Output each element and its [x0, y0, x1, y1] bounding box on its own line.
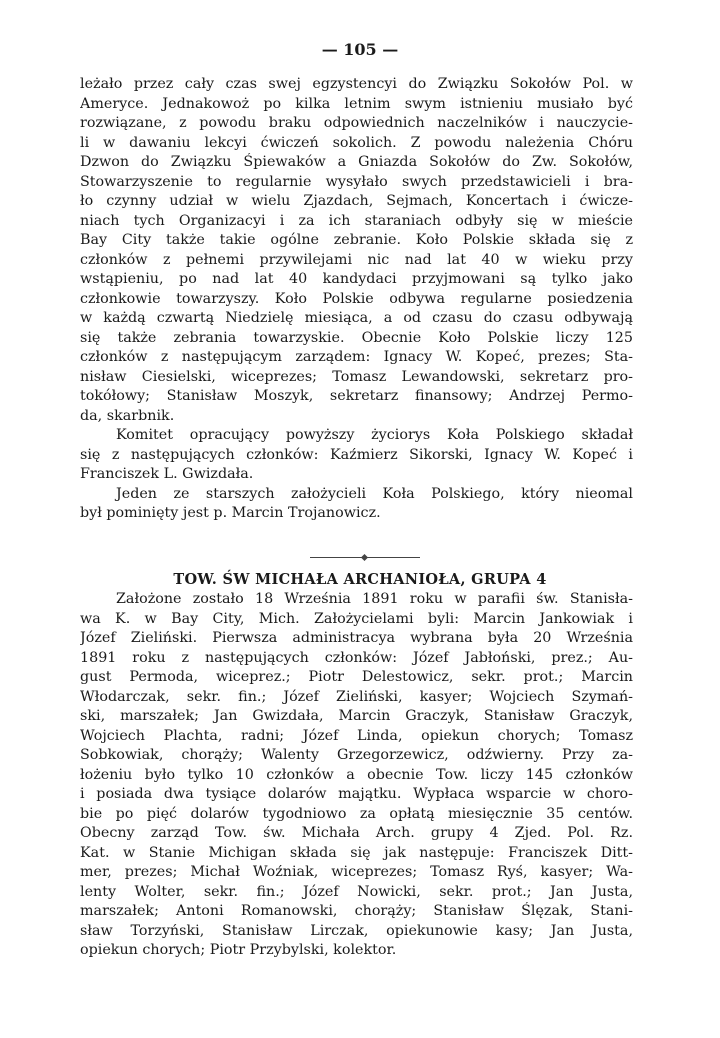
text-line: w każdą czwartą Niedzielę miesiąca, a od czasu do czasu odbywają — [80, 310, 633, 326]
text-line: Bay City także takie ogólne zebranie. Koło Polskie składa się z — [80, 232, 633, 248]
text-line: członków z następującym zarządem: Ignacy W. Kopeć, prezes; Sta- — [80, 349, 633, 365]
text-line: tokółowy; Stanisław Moszyk, sekretarz finansowy; Andrzej Permo- — [80, 388, 633, 404]
text-line: li w dawaniu lekcyi ćwiczeń sokolich. Z powodu należenia Chóru — [80, 134, 633, 151]
text-line: wa K. w Bay City, Mich. Założycielami byli: Marcin Jankowiak i — [80, 610, 633, 627]
text-line: Dzwon do Związku Śpiewaków a Gniazda Sokołów do Zw. Sokołów, — [80, 154, 633, 170]
text-line: Ameryce. Jednakowoż po kilka letnim swym istnieniu musiało być — [80, 95, 633, 112]
text-line: Komitet opracujący powyższy życiorys Koła Polskiego składał — [116, 427, 633, 443]
page-number: — 105 — — [321, 40, 399, 59]
text-line: Jeden ze starszych założycieli Koła Polskiego, który nieomal — [116, 485, 633, 502]
text-line: i posiada dwa tysiące dolarów majątku. Wypłaca wsparcie w choro- — [80, 786, 633, 802]
text-line: 1891 roku z następujących członków: Józef Jabłoński, prez.; Au- — [80, 649, 633, 666]
section-divider-ornament — [310, 557, 420, 558]
text-line: ski, marszałek; Jan Gwizdała, Marcin Graczyk, Stanisław Graczyk, — [80, 708, 633, 724]
text-line: ło czynny udział w wielu Zjazdach, Sejmach, Koncertach i ćwicze- — [80, 193, 633, 209]
text-line: się także zebrania towarzyskie. Obecnie Koło Polskie liczy 125 — [80, 329, 633, 346]
text-line: gust Permoda, wiceprez.; Piotr Delestowicz, sekr. prot.; Marcin — [80, 669, 633, 685]
text-line: Obecny zarząd Tow. św. Michała Arch. grupy 4 Zjed. Pol. Rz. — [80, 825, 633, 841]
text-line: Stowarzyszenie to regularnie wysyłało swych przedstawicieli i bra- — [80, 173, 633, 190]
text-line: Wojciech Plachta, radni; Józef Linda, opiekun chorych; Tomasz — [80, 727, 633, 744]
text-line: członkowie towarzyszy. Koło Polskie odbywa regularne posiedzenia — [80, 290, 633, 307]
text-line: Franciszek L. Gwizdała. — [80, 466, 254, 482]
text-line: leżało przez cały czas swej egzystencyi do Związku Sokołów Pol. w — [80, 76, 633, 92]
text-line: Założone zostało 18 Września 1891 roku w parafii św. Stanisła- — [116, 591, 633, 607]
text-line: Włodarczak, sekr. fin.; Józef Zieliński, kasyer; Wojciech Szymań- — [80, 688, 633, 705]
text-line: nisław Ciesielski, wiceprezes; Tomasz Lewandowski, sekretarz pro- — [80, 368, 633, 385]
text-line: Kat. w Stanie Michigan składa się jak następuje: Franciszek Ditt- — [80, 844, 633, 861]
text-line: Sobkowiak, chorąży; Walenty Grzegorzewicz, odźwierny. Przy za- — [80, 747, 633, 763]
text-line: da, skarbnik. — [80, 407, 175, 424]
text-line: bie po pięć dolarów tygodniowo za opłatą miesięcznie 35 centów. — [80, 805, 633, 822]
text-line: łożeniu było tylko 10 członków a obecnie Tow. liczy 145 członków — [80, 766, 633, 783]
section-tow-michala-text — [80, 590, 633, 961]
section-heading: TOW. ŚW MICHAŁA ARCHANIOŁA, GRUPA 4 — [173, 571, 547, 588]
text-line: opiekun chorych; Piotr Przybylski, kolektor. — [80, 942, 397, 958]
text-line: mer, prezes; Michał Woźniak, wiceprezes; Tomasz Ryś, kasyer; Wa- — [80, 864, 633, 880]
text-line: sław Torzyński, Stanisław Lirczak, opiekunowie kasy; Jan Justa, — [80, 922, 633, 939]
text-line: wstąpieniu, po nad lat 40 kandydaci przyjmowani są tylko jako — [80, 271, 633, 287]
text-line: Józef Zieliński. Pierwsza administracya wybrana była 20 Września — [80, 630, 633, 646]
text-line: się z następujących członków: Kaźmierz Sikorski, Ignacy W. Kopeć i — [80, 446, 633, 463]
text-line: niach tych Organizacyi i za ich staraniach odbyły się w mieście — [80, 212, 633, 229]
text-line: rozwiązane, z powodu braku odpowiednich naczelników i nauczycie- — [80, 115, 633, 131]
text-line: marszałek; Antoni Romanowski, chorąży; Stanisław Ślęzak, Stani- — [80, 903, 633, 919]
text-line: członków z pełnemi przywilejami nic nad lat 40 w wieku przy — [80, 251, 633, 268]
text-line: lenty Wolter, sekr. fin.; Józef Nowicki, sekr. prot.; Jan Justa, — [80, 883, 633, 900]
text-line: był pominięty jest p. Marcin Trojanowicz. — [80, 505, 381, 521]
section-koło-polskie-text — [80, 75, 633, 524]
